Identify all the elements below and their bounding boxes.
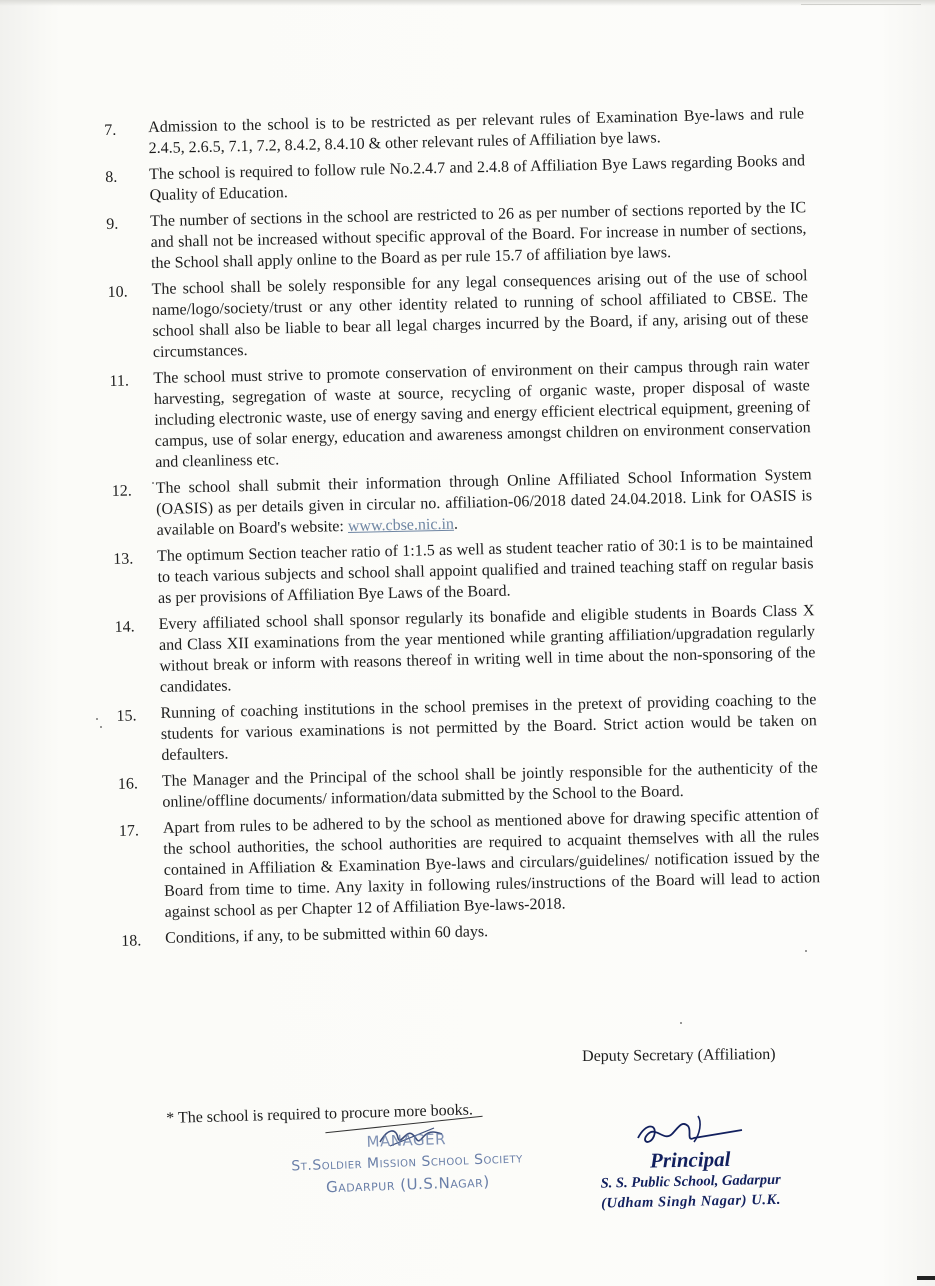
conditions-list bbox=[104, 103, 821, 956]
condition-number: 10. bbox=[107, 283, 128, 301]
condition-item bbox=[119, 804, 821, 924]
scan-artifact bbox=[801, 4, 921, 5]
condition-body: The school is required to follow rule No.2.4.7 and 2.4.8 of Affiliation Bye Laws regarding Books and Quality of Education. bbox=[149, 152, 806, 205]
condition-number: 16. bbox=[117, 775, 139, 793]
scan-speck bbox=[680, 1022, 682, 1024]
scan-speck bbox=[100, 726, 102, 728]
condition-number: 9. bbox=[106, 215, 119, 233]
condition-body: The school shall be solely responsible for any legal consequences arising out of the use of school name/logo/society/trust or any other identity related to running of school affiliated to CBSE. The school shall also be liable to bear all legal charges incurred by the Board, if any, arising out of these circumstances. bbox=[151, 267, 809, 362]
condition-item bbox=[104, 103, 805, 160]
condition-body: The school shall submit their information through Online Affiliated School Information System (OASIS) as per details given in circular no. affiliation-06/2018 dated 24.04.2018. Link for OASIS is available on Board's website: bbox=[155, 466, 813, 539]
condition-text bbox=[151, 265, 809, 363]
condition-body: The number of sections in the school are restricted to 26 as per number of sections reported by the IC and shall not be increased without specific approval of the Board. For increase in number of sections, the School shall apply online to the Board as per rule 15.7 of affiliation bye laws. bbox=[150, 199, 807, 273]
condition-body: The school must strive to promote conservation of environment on their campus through rain water harvesting, segregation of waste at source, recycling of organic waste, proper disposal of waste including electronic waste, use of energy saving and energy efficient electrical equipment, greening of campus, use of solar energy, education and awareness amongst children on environment conservation and cleanliness etc. bbox=[153, 356, 811, 472]
scan-artifact bbox=[917, 1276, 935, 1280]
condition-number: 18. bbox=[121, 932, 142, 950]
website-link[interactable]: www.cbse.nic.in bbox=[347, 515, 455, 535]
condition-text bbox=[153, 354, 811, 473]
condition-item bbox=[114, 600, 816, 699]
principal-stamp-role: Principal bbox=[649, 1146, 731, 1173]
scan-shadow bbox=[0, 0, 935, 6]
principal-stamp-place: (Udham Singh Nagar) U.K. bbox=[600, 1191, 782, 1212]
condition-number: 8. bbox=[105, 168, 118, 186]
footnote: * The school is required to procure more books. bbox=[166, 1101, 474, 1127]
condition-item bbox=[105, 150, 806, 207]
condition-text bbox=[157, 532, 814, 609]
signatory-title: Deputy Secretary (Affiliation) bbox=[582, 1045, 776, 1065]
condition-text bbox=[150, 197, 807, 274]
condition-text bbox=[156, 464, 813, 541]
condition-item bbox=[106, 197, 807, 275]
manager-stamp bbox=[276, 1125, 539, 1214]
principal-stamp-school: S. S. Public School, Gadarpur bbox=[600, 1171, 781, 1192]
condition-number: 17. bbox=[118, 822, 140, 840]
condition-number: 14. bbox=[114, 618, 135, 636]
condition-body: The optimum Section teacher ratio of 1:1.5 as well as student teacher ratio of 30:1 is to be maintained to teach various subjects and school shall appoint qualified and trained teaching staff on regular basis as per provisions of Affiliation Bye Laws of the Board. bbox=[157, 534, 814, 607]
condition-item bbox=[118, 757, 819, 814]
condition-item bbox=[107, 265, 809, 364]
condition-text bbox=[148, 103, 805, 159]
condition-number: 15. bbox=[116, 707, 137, 725]
condition-item bbox=[116, 689, 817, 767]
condition-body: Every affiliated school shall sponsor regularly its bonafide and eligible students in Boards Class X and Class XII examinations from the year mentioned while granting affiliation/upgradation regularly without break or inform with reasons thereof in writing well in time about the non-sponsoring of the candidates. bbox=[158, 602, 816, 696]
condition-number: 13. bbox=[113, 550, 134, 568]
manager-stamp-society: St.Soldier Mission School Society bbox=[291, 1150, 524, 1175]
condition-item bbox=[113, 532, 814, 610]
condition-body: Apart from rules to be adhered to by the school as mentioned above for drawing specific attention of the school authorities, the school authorities are required to acquaint themselves with all the rules contained in Affiliation & Examination Bye-laws and circulars/guidelines/ notification issued by the Board from time to time. Any laxity in following rules/instructions of the Board will lead to action against school as per Chapter 12 of Affiliation Bye-laws-2018. bbox=[162, 806, 821, 921]
scan-speck bbox=[805, 950, 807, 952]
manager-stamp-place: Gadarpur (U.S.Nagar) bbox=[325, 1172, 490, 1197]
condition-text bbox=[163, 804, 821, 923]
condition-number: 12. bbox=[111, 482, 132, 500]
principal-stamp bbox=[580, 1145, 801, 1220]
condition-text bbox=[158, 600, 816, 698]
condition-number: 7. bbox=[104, 121, 117, 139]
condition-body: Conditions, if any, to be submitted within 60 days. bbox=[165, 923, 489, 947]
condition-text bbox=[160, 689, 817, 766]
scan-speck bbox=[96, 718, 98, 720]
condition-item bbox=[112, 464, 813, 542]
condition-item bbox=[109, 354, 811, 474]
condition-number: 11. bbox=[109, 372, 130, 390]
condition-body: The Manager and the Principal of the school shall be jointly responsible for the authenticity of the online/offline documents/ information/data submitted by the School to the Board. bbox=[161, 759, 818, 811]
manager-stamp-title: MANAGER bbox=[366, 1130, 447, 1151]
condition-text bbox=[149, 150, 806, 206]
condition-text bbox=[162, 757, 819, 813]
condition-body: Running of coaching institutions in the school premises in the pretext of providing coaching to the students for various examinations is not permitted by the Board. Strict action would be taken on defaulters. bbox=[160, 691, 817, 764]
condition-body: Admission to the school is to be restricted as per relevant rules of Examination Bye-laws and rule 2.4.5, 2.6.5, 7.1, 7.2, 8.4.2, 8.4.10 & other relevant rules of Affiliation bye laws. bbox=[148, 105, 805, 158]
link-punctuation: . bbox=[453, 515, 459, 533]
